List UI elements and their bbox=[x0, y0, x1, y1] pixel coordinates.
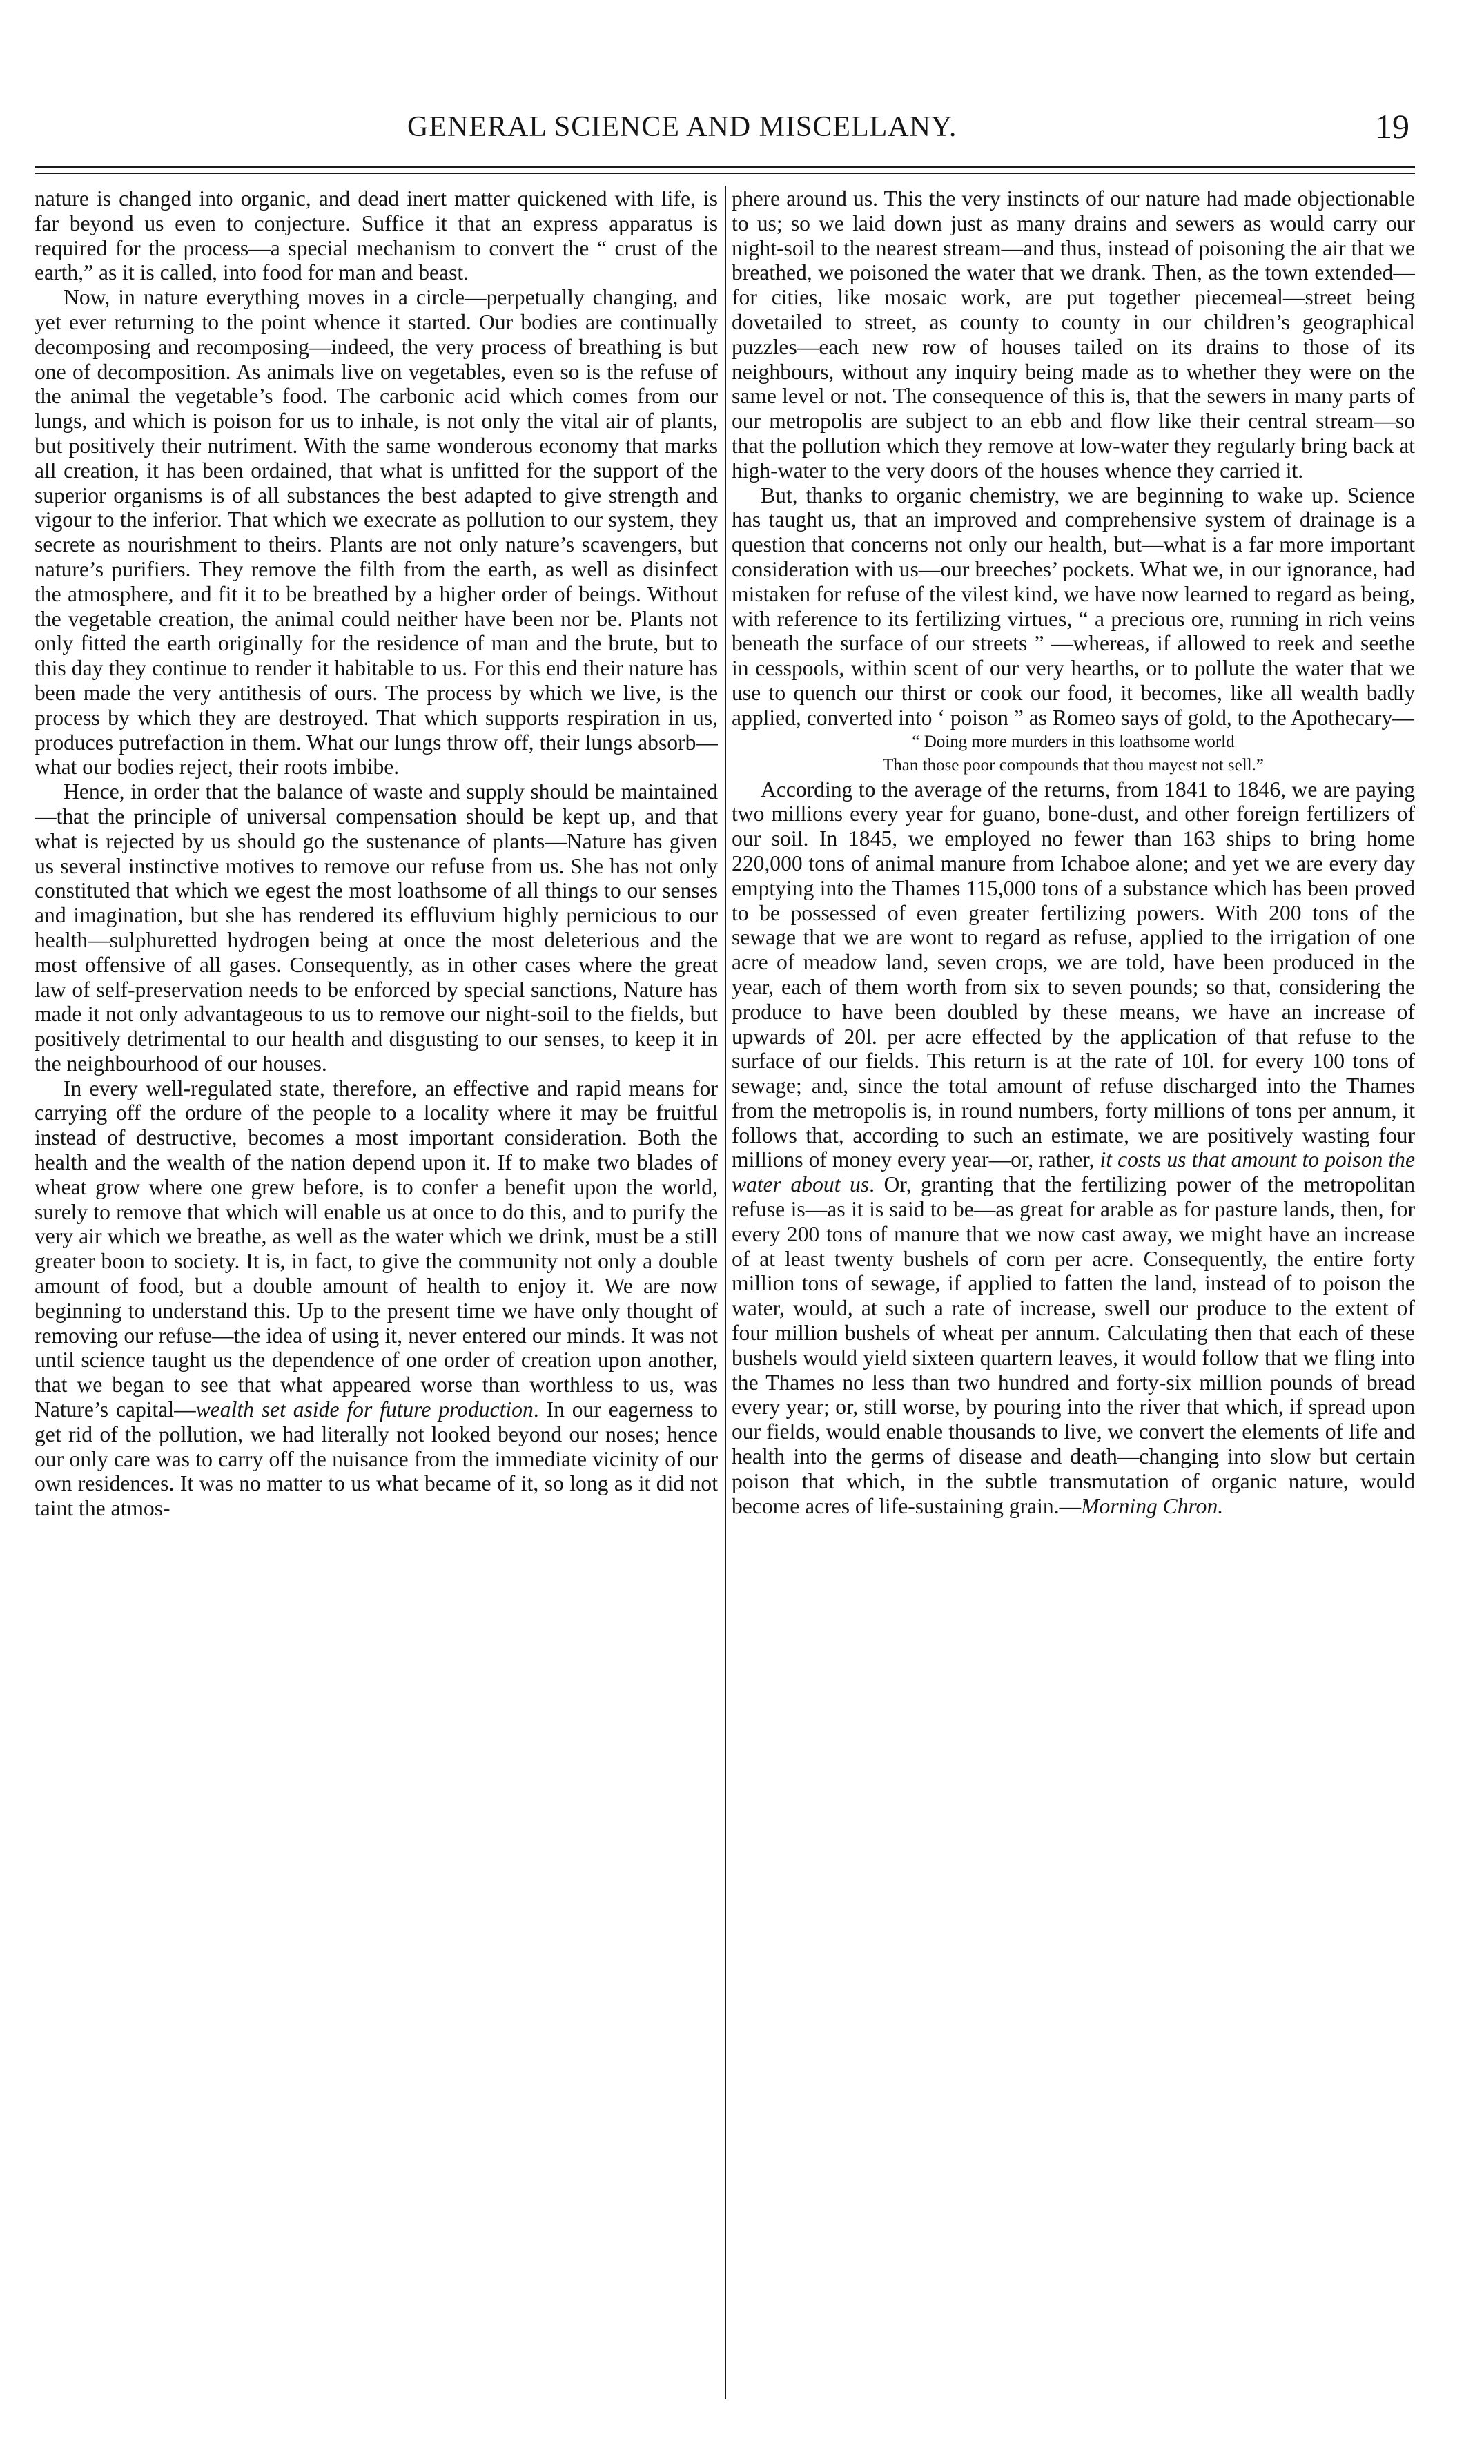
right-column bbox=[732, 186, 1415, 2399]
paragraph: nature is changed into organic, and dead inert matter quickened with life, is far beyond us even to conjecture. Suffice it that an express apparatus is required for the process—a special mechanism to convert the “ crust of the earth,” as it is called, into food for man and beast. bbox=[35, 186, 718, 285]
running-title: GENERAL SCIENCE AND MISCELLANY. bbox=[407, 111, 957, 143]
paragraph: phere around us. This the very instincts of our nature had made objectionable to us; so we laid down just as many drains and sewers as would carry our night-soil to the nearest stream—and thus, instead of poisoning the air that we breathed, we poisoned the water that we drank. Then, as the town extended—for cities, like mosaic work, are put together piecemeal—street being dovetailed to street, as county to county in our children’s geographical puzzles—each new row of houses tailed on its drains to those of its neighbours, without any inquiry being made as to whether they were on the same level or not. The consequence of this is, that the sewers in many parts of our metropolis are subject to an ebb and flow like their central stream—so that the pollution which they remove at low-water they regularly bring back at high-water to the very doors of the houses whence they carried it. bbox=[732, 186, 1415, 483]
paragraph bbox=[35, 1076, 718, 1521]
text-run: . In our eagerness to get rid of the pollution, we had literally not looked beyond our noses; hence our only care was to carry off the nuisance from the immediate vicinity of our own residences. It was no matter to us what became of it, so long as it did not taint the atmos- bbox=[35, 1397, 718, 1521]
column-divider bbox=[725, 186, 726, 2399]
paragraph: Hence, in order that the balance of waste and supply should be maintained—that the principle of universal compensation should be kept up, and that what is rejected by us should go the sustenance of plants—Nature has given us several instinctive motives to remove our refuse from us. She has not only constituted that which we egest the most loathsome of all things to our senses and imagination, but she has rendered its effluvium highly pernicious to our health—sulphuretted hydrogen being at once the most deleterious and the most offensive of all gases. Consequently, as in other cases where the great law of self-preservation needs to be enforced by special sanctions, Nature has made it not only advantageous to us to remove our night-soil to the fields, but positively detrimental to our health and disgusting to our senses, to keep it in the neighbourhood of our houses. bbox=[35, 779, 718, 1076]
header-rule-thin bbox=[35, 173, 1415, 174]
verse-line: “ Doing more murders in this loathsome world bbox=[912, 732, 1235, 751]
verse-quotation bbox=[732, 730, 1415, 777]
page-header bbox=[35, 104, 1415, 159]
text-run: . Or, granting that the fertilizing power of the metropolitan refuse is—as it is said to be—as great for arable as for pasture lands, then, for every 200 tons of manure that we now cast away, we might have an increase of at least twenty bushels of corn per acre. Consequently, the entire forty million tons of sewage, if applied to fatten the land, instead of to poison the water, would, at such a rate of increase, swell our produce to the extent of four million bushels of wheat per annum. Calculating then that each of these bushels would yield sixteen quartern leaves, it would follow that we fling into the Thames no less than two hundred and forty-six million pounds of bread every year; or, still worse, by pouring into the river that which, if spread upon our fields, would enable thousands to live, we convert the elements of life and health into the germs of disease and death—changing into slow but certain poison that which, in the subtle transmutation of organic nature, would become acres of life-sustaining grain.— bbox=[732, 1172, 1415, 1518]
paragraph: But, thanks to organic chemistry, we are beginning to wake up. Science has taught us, that an improved and comprehensive system of drainage is a question that concerns not only our health, but—what is a far more important consideration with us—our breeches’ pockets. What we, in our ignorance, had mistaken for refuse of the vilest kind, we have now learned to regard as being, with reference to its fertilizing virtues, “ a precious ore, running in rich veins beneath the surface of our streets ” —whereas, if allowed to reek and seethe in cesspools, within scent of our very hearths, or to pollute the water that we use to quench our thirst or cook our food, it becomes, like all wealth badly applied, converted into ‘ poison ” as Romeo says of gold, to the Apothecary— bbox=[732, 483, 1415, 730]
verse-line: Than those poor compounds that thou mayest not sell.” bbox=[883, 755, 1264, 775]
paragraph: Now, in nature everything moves in a circle—perpetually changing, and yet ever returning to the point whence it started. Our bodies are continually decomposing and recomposing—indeed, the very process of breathing is but one of decomposition. As animals live on vegetables, even so is the refuse of the animal the vegetable’s food. The carbonic acid which comes from our lungs, and which is poison for us to inhale, is not only the vital air of plants, but positively their nutriment. With the same wonderous economy that marks all creation, it has been ordained, that what is unfitted for the support of the superior organisms is of all substances the best adapted to give strength and vigour to the inferior. That which we execrate as pollution to our system, they secrete as nourishment to theirs. Plants are not only nature’s scavengers, but nature’s purifiers. They remove the filth from the earth, as well as disinfect the atmosphere, and fit it to be breathed by a higher order of beings. Without the vegetable creation, the animal could neither have been nor be. Plants not only fitted the earth originally for the residence of man and the brute, but to this day they continue to render it habitable to us. For this end their nature has been made the very antithesis of ours. The process by which we live, is the process by which they are destroyed. That which supports respiration in us, produces putrefaction in them. What our lungs throw off, their lungs absorb—what our bodies reject, their roots imbibe. bbox=[35, 285, 718, 779]
page-number: 19 bbox=[1375, 107, 1409, 146]
italic-phrase: it costs us that amount to poison the water about us bbox=[732, 1147, 1415, 1197]
paragraph bbox=[732, 777, 1415, 1519]
header-rule-thick bbox=[35, 166, 1415, 168]
source-attribution: Morning Chron. bbox=[1081, 1493, 1224, 1518]
journal-page bbox=[35, 104, 1415, 2382]
text-run: According to the average of the returns, from 1841 to 1846, we are paying two millions every year for guano, bone-dust, and other foreign fertilizers of our soil. In 1845, we employed no fewer than 163 ships to bring home 220,000 tons of animal manure from Ichaboe alone; and yet we are every day emptying into the Thames 115,000 tons of a substance which has been proved to be possessed of even greater fertilizing powers. With 200 tons of the sewage that we are wont to regard as refuse, applied to the irrigation of one acre of meadow land, seven crops, we are told, have been produced in the year, each of them worth from six to seven pounds; so that, considering the produce to have been doubled by these means, we have an increase of upwards of 20l. per acre effected by the application of that refuse to the surface of our fields. This return is at the rate of 10l. for every 100 tons of sewage; and, since the total amount of refuse discharged into the Thames from the metropolis is, in round numbers, forty millions of tons per annum, it follows that, according to such an estimate, we are positively wasting four millions of money every year—or, rather, bbox=[732, 777, 1415, 1172]
text-run: In every well-regulated state, therefore, an effective and rapid means for carrying off the ordure of the people to a locality where it may be fruitful instead of destructive, becomes a most important consideration. Both the health and the wealth of the nation depend upon it. If to make two blades of wheat grow where one grew before, is to confer a benefit upon the world, surely to remove that which will enable us at once to do this, and to purify the very air which we breathe, as well as the water which we drink, must be a still greater boon to society. It is, in fact, to give the community not only a double amount of food, but a double amount of health to enjoy it. We are now beginning to understand this. Up to the present time we have only thought of removing our refuse—the idea of using it, never entered our minds. It was not until science taught us the dependence of one order of creation upon another, that we began to see that what appeared worse than worthless to us, was Nature’s capital— bbox=[35, 1076, 718, 1422]
italic-phrase: wealth set aside for future production bbox=[195, 1397, 534, 1422]
left-column bbox=[35, 186, 718, 2399]
